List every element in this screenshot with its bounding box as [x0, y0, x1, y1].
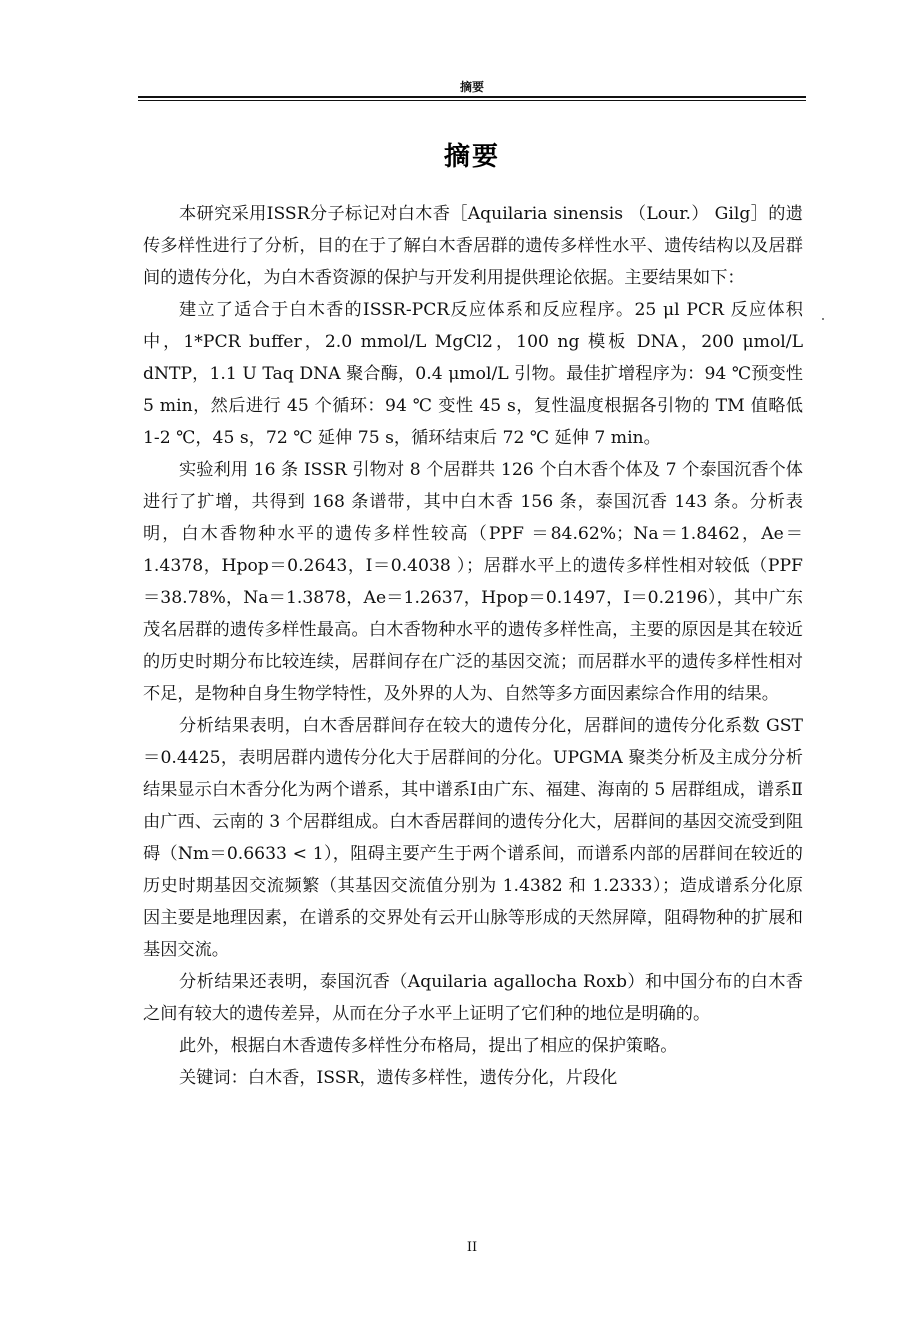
section-title: 摘要 — [443, 142, 500, 172]
abstract-paragraph-diversity: 实验利用 16 条 ISSR 引物对 8 个居群共 126 个白木香个体及 7 个泰国沉香个体进行了扩增，共得到 168 条谱带，其中白木香 156 条，泰国沉香 143 条。分析表明，白木香物种水平的遗传多样性较高（PPF ＝84.62%；Na＝1.8462，Ae＝1.4378，Hpop＝0.2643，I＝0.4038 ）；居群水平上的遗传多样性相对较低（PPF＝38.78%，Na＝1.3878，Ae＝1.2637，Hpop＝0.1497，I＝0.2196），其中广东茂名居群的遗传多样性最高。白木香物种水平的遗传多样性高，主要的原因是其在较近的历史时期分布比较连续，居群间存在广泛的基因交流；而居群水平的遗传多样性相对不足，是物种自身生物学特性，及外界的人为、自然等多方面因素综合作用的结果。 — [143, 460, 803, 704]
abstract-paragraph-intro: 本研究采用ISSR分子标记对白木香［Aquilaria sinensis （Lour.） Gilg］的遗传多样性进行了分析，目的在于了解白木香居群的遗传多样性水平、遗传结构以及居群间的遗传分化，为白木香资源的保护与开发利用提供理论依据。主要结果如下： — [143, 204, 803, 288]
scan-speck — [822, 318, 824, 320]
abstract-body — [143, 198, 803, 1094]
abstract-paragraph-conservation: 此外，根据白木香遗传多样性分布格局，提出了相应的保护策略。 — [179, 1036, 678, 1056]
abstract-paragraph-pcr-system: 建立了适合于白木香的ISSR-PCR反应体系和反应程序。25 μl PCR 反应体积中，1*PCR buffer，2.0 mmol/L MgCl2，100 ng 模板 DNA，200 μmol/L dNTP，1.1 U Taq DNA 聚合酶，0.4 μmol/L 引物。最佳扩增程序为：94 ℃预变性 5 min，然后进行 45 个循环：94 ℃ 变性 45 s，复性温度根据各引物的 TM 值略低 1-2 ℃，45 s，72 ℃ 延伸 75 s，循环结束后 72 ℃ 延伸 7 min。 — [143, 300, 803, 448]
running-header-title: 摘要 — [459, 80, 484, 94]
abstract-paragraph-differentiation: 分析结果表明，白木香居群间存在较大的遗传分化，居群间的遗传分化系数 GST＝0.4425，表明居群内遗传分化大于居群间的分化。UPGMA 聚类分析及主成分分析结果显示白木香分化为两个谱系，其中谱系Ⅰ由广东、福建、海南的 5 居群组成，谱系Ⅱ由广西、云南的 3 个居群组成。白木香居群间的遗传分化大，居群间的基因交流受到阻碍（Nm＝0.6633 < 1），阻碍主要产生于两个谱系间，而谱系内部的居群间在较近的历史时期基因交流频繁（其基因交流值分别为 1.4382 和 1.2333）；造成谱系分化原因主要是地理因素，在谱系的交界处有云开山脉等形成的天然屏障，阻碍物种的扩展和基因交流。 — [143, 716, 803, 960]
keywords-line: 关键词：白木香，ISSR，遗传多样性，遗传分化，片段化 — [179, 1068, 618, 1088]
abstract-paragraph-thai-comparison: 分析结果还表明，泰国沉香（Aquilaria agallocha Roxb）和中国分布的白木香之间有较大的遗传差异，从而在分子水平上证明了它们种的地位是明确的。 — [143, 972, 803, 1024]
header-rule-thin — [138, 100, 806, 101]
header-rule-thick — [138, 96, 806, 98]
page-number: II — [466, 1240, 478, 1255]
